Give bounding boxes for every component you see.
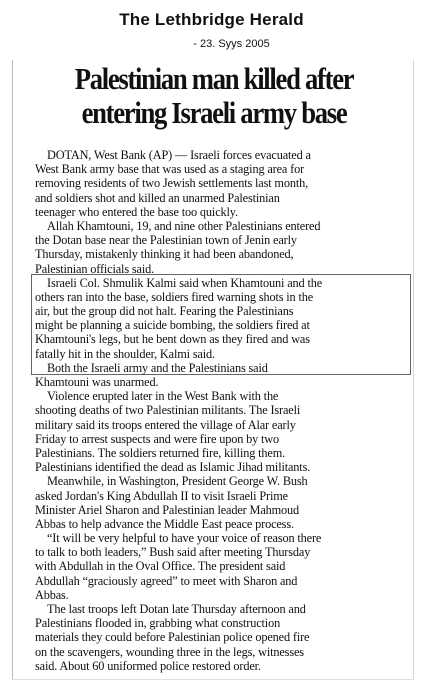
article-line: removing residents of two Jewish settlements last month, — [35, 176, 309, 191]
article-line: Khamtouni's legs, but he bent down as they fired and was — [35, 332, 310, 347]
publication-date: - 23. Syys 2005 — [193, 38, 270, 50]
article-line: Khamtouni was unarmed. — [35, 375, 159, 389]
article-line: Both the Israeli army and the Palestinians said — [47, 360, 268, 375]
article-line: teenager who entered the base too quickly. — [35, 204, 238, 219]
article-line: Palestinian officials said. — [35, 261, 155, 276]
article-line: fatally hit in the shoulder, Kalmi said. — [35, 346, 215, 361]
article-line: Abbas to help advance the Middle East peace process. — [35, 516, 294, 531]
article-line: West Bank army base that was used as a staging area for — [35, 162, 305, 177]
article-line: Abdullah “graciously agreed” to meet with Sharon and — [35, 573, 298, 588]
article-line: military said its troops entered the village of Alar early — [35, 417, 296, 432]
article-line: DOTAN, West Bank (AP) — Israeli forces evacuated a — [47, 148, 311, 162]
article-line: asked Jordan's King Abdullah II to visit Israeli Prime — [35, 488, 288, 503]
article-line: and soldiers shot and killed an unarmed Palestinian — [35, 190, 280, 205]
article-line: “It will be very helpful to have your voice of reason there — [47, 531, 322, 546]
article-line: Minister Ariel Sharon and Palestinian leader Mahmoud — [35, 502, 300, 517]
newspaper-name: The Lethbridge Herald — [119, 10, 304, 29]
article-line: Violence erupted later in the West Bank with the — [47, 389, 279, 404]
article-line: air, but the group did not halt. Fearing the Palestinians — [35, 304, 294, 319]
article-line: said. About 60 uniformed police restored order. — [35, 658, 261, 673]
article-line: Palestinians. The soldiers returned fire, killing them. — [35, 445, 286, 460]
article-line: Abbas. — [35, 587, 69, 602]
article-line: Israeli Col. Shmulik Kalmi said when Khamtouni and the — [47, 275, 323, 290]
newspaper-clipping — [12, 60, 414, 680]
article-line: The last troops left Dotan late Thursday afternoon and — [47, 602, 306, 616]
article-line: the Dotan base near the Palestinian town of Jenin early — [35, 233, 297, 248]
masthead — [0, 10, 423, 52]
article-line: others ran into the base, soldiers fired warning shots in the — [35, 289, 314, 304]
headline-line: Palestinian man killed after — [74, 61, 354, 96]
article-line: Meanwhile, in Washington, President George W. Bush — [47, 474, 308, 489]
headline-line: entering Israeli army base — [81, 95, 347, 130]
article-line: Thursday, mistakenly thinking it had been abandoned, — [35, 247, 294, 262]
article-line: might be planning a suicide bombing, the soldiers fired at — [35, 318, 310, 333]
article-line: Palestinians identified the dead as Islamic Jihad militants. — [35, 460, 311, 475]
article-line: with Abdullah in the Oval Office. The president said — [35, 559, 286, 574]
article-line: to talk to both leaders,” Bush said after meeting Thursday — [35, 545, 311, 560]
article-line: materials they could before Palestinian police opened fire — [35, 630, 310, 645]
article-line: Friday to arrest suspects and were fire upon by two — [35, 431, 280, 446]
article-headline — [41, 62, 387, 130]
article-line: Allah Khamtouni, 19, and nine other Palestinians entered — [47, 218, 321, 233]
article-line: shooting deaths of two Palestinian militants. The Israeli — [35, 403, 301, 418]
article-body — [35, 148, 407, 673]
article-line: on the scavengers, wounding three in the legs, witnesses — [35, 644, 304, 659]
article-line: Palestinians flooded in, grabbing what construction — [35, 616, 281, 631]
